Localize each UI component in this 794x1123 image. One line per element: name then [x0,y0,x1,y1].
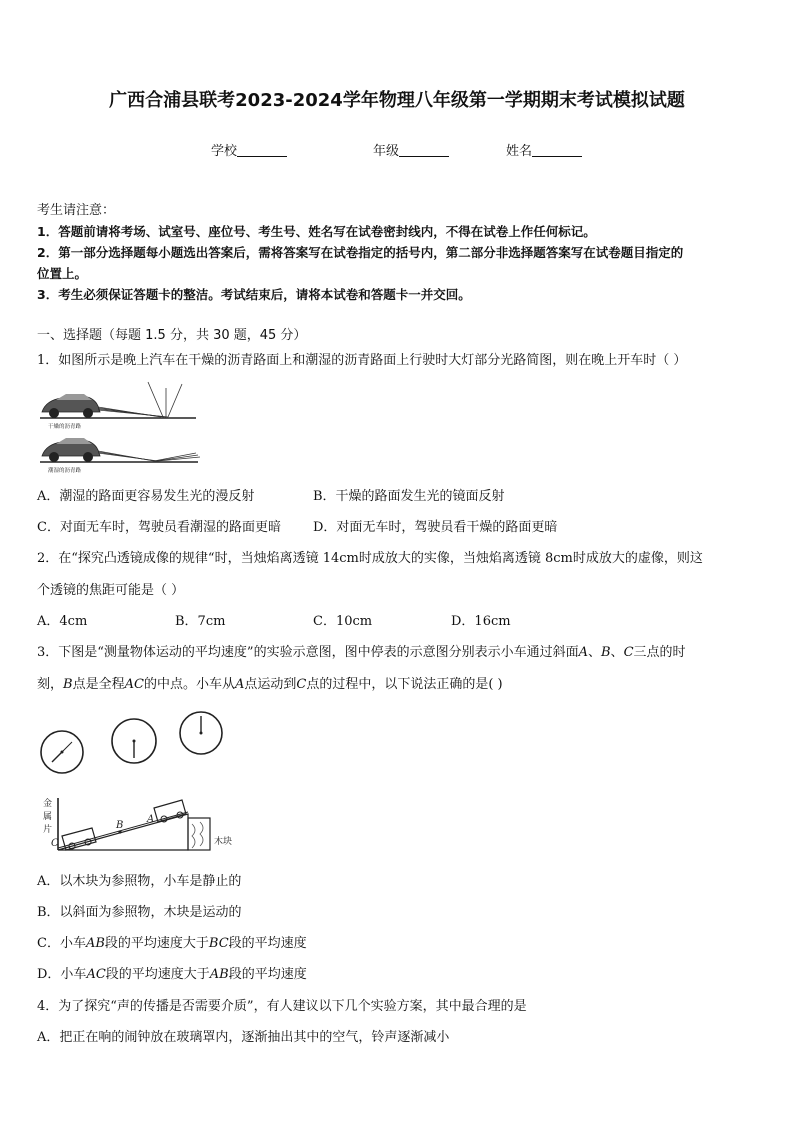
wood-block-label: 木块 [214,837,233,847]
cart-at-a [154,800,186,822]
q2-option-c[interactable]: C．10cm [313,614,373,629]
q1-fig-label-dry: 干燥的沥青路 [48,424,82,430]
metal-label-2: 属 [43,812,53,822]
name-blank[interactable] [532,142,582,157]
stopwatch-b [112,719,156,763]
q2-stem-line2: 个透镜的焦距可能是（ ） [37,583,185,598]
notice-item-2: 2．第一部分选择题每小题选出答案后，需将答案写在试卷指定的括号内，第二部分非选择题答案写在试卷题目指定的 [37,245,684,260]
q2-option-b[interactable]: B．7cm [175,614,226,629]
notice-item-2-cont: 位置上。 [37,266,88,281]
q1-dry-road-scene [40,382,196,430]
name-field[interactable] [506,140,582,159]
student-info-row [0,140,794,160]
metal-label-3: 片 [43,825,53,835]
q1-option-c[interactable]: C．对面无车时，驾驶员看潮湿的路面更暗 [37,520,281,535]
notice-heading: 考生请注意： [37,203,116,218]
q3-option-c[interactable]: C．小车AB段的平均速度大于BC段的平均速度 [37,936,307,951]
grade-blank[interactable] [399,142,449,157]
school-label: 学校 [211,144,238,159]
q1-option-d[interactable]: D．对面无车时，驾驶员看干燥的路面更暗 [313,520,558,535]
q2-option-a[interactable]: A．4cm [37,614,88,629]
q3-option-a[interactable]: A．以木块为参照物，小车是静止的 [37,874,242,889]
q4-stem: 4．为了探究“声的传播是否需要介质”，有人建议以下几个实验方案，其中最合理的是 [37,999,527,1014]
label-b: B [116,820,124,831]
notice-item-3: 3．考生必须保证答题卡的整洁。考试结束后，请将本试卷和答题卡一并交回。 [37,287,471,302]
school-field[interactable] [211,140,287,159]
notice-item-1: 1．答题前请将考场、试室号、座位号、考生号、姓名写在试卷密封线内，不得在试卷上作任何标记。 [37,224,596,239]
q1-option-a[interactable]: A．潮湿的路面更容易发生光的漫反射 [37,489,255,504]
q3-option-b[interactable]: B．以斜面为参照物，木块是运动的 [37,905,242,920]
q3-option-d[interactable]: D．小车AC段的平均速度大于AB段的平均速度 [37,967,307,982]
wood-block [188,818,210,850]
grade-field[interactable] [373,140,449,159]
q2-stem-line1: 2．在“探究凸透镜成像的规律“时，当烛焰离透镜 14cm时成放大的实像，当烛焰离透镜 8cm时成放大的虚像，则这 [37,551,703,566]
q4-option-a[interactable]: A．把正在响的闹钟放在玻璃罩内，逐渐抽出其中的空气，铃声逐渐减小 [37,1030,450,1045]
stopwatch-a [180,712,222,754]
metal-label-1: 金 [43,799,53,809]
q3-stem-line1: 3．下图是“测量物体运动的平均速度”的实验示意图，图中停表的示意图分别表示小车通过斜面A、B、C三点的时 [37,645,686,660]
q3-figure [38,706,248,856]
page-title: 广西合浦县联考2023-2024学年物理八年级第一学期期末考试模拟试题 [109,90,685,111]
grade-label: 年级 [373,144,400,159]
label-a: A [147,814,155,825]
section-heading-choice: 一、选择题（每题 1.5 分，共 30 题，45 分） [37,328,307,343]
name-label: 姓名 [506,144,533,159]
q2-option-d[interactable]: D．16cm [451,614,511,629]
label-c: C [51,838,59,849]
q3-stem-line2: 刻，B点是全程AC的中点。小车从A点运动到C点的过程中，以下说法正确的是( ) [37,677,503,692]
q1-figure [36,380,206,478]
q1-stem: 1．如图所示是晚上汽车在干燥的沥青路面上和潮湿的沥青路面上行驶时大灯部分光路简图，则在晚上开车时（ ） [37,353,687,368]
q1-fig-label-wet: 潮湿的沥青路 [48,468,82,474]
q1-option-b[interactable]: B．干燥的路面发生光的镜面反射 [313,489,505,504]
q1-wet-road-scene [40,438,200,474]
school-blank[interactable] [237,142,287,157]
stopwatch-c [41,731,83,773]
